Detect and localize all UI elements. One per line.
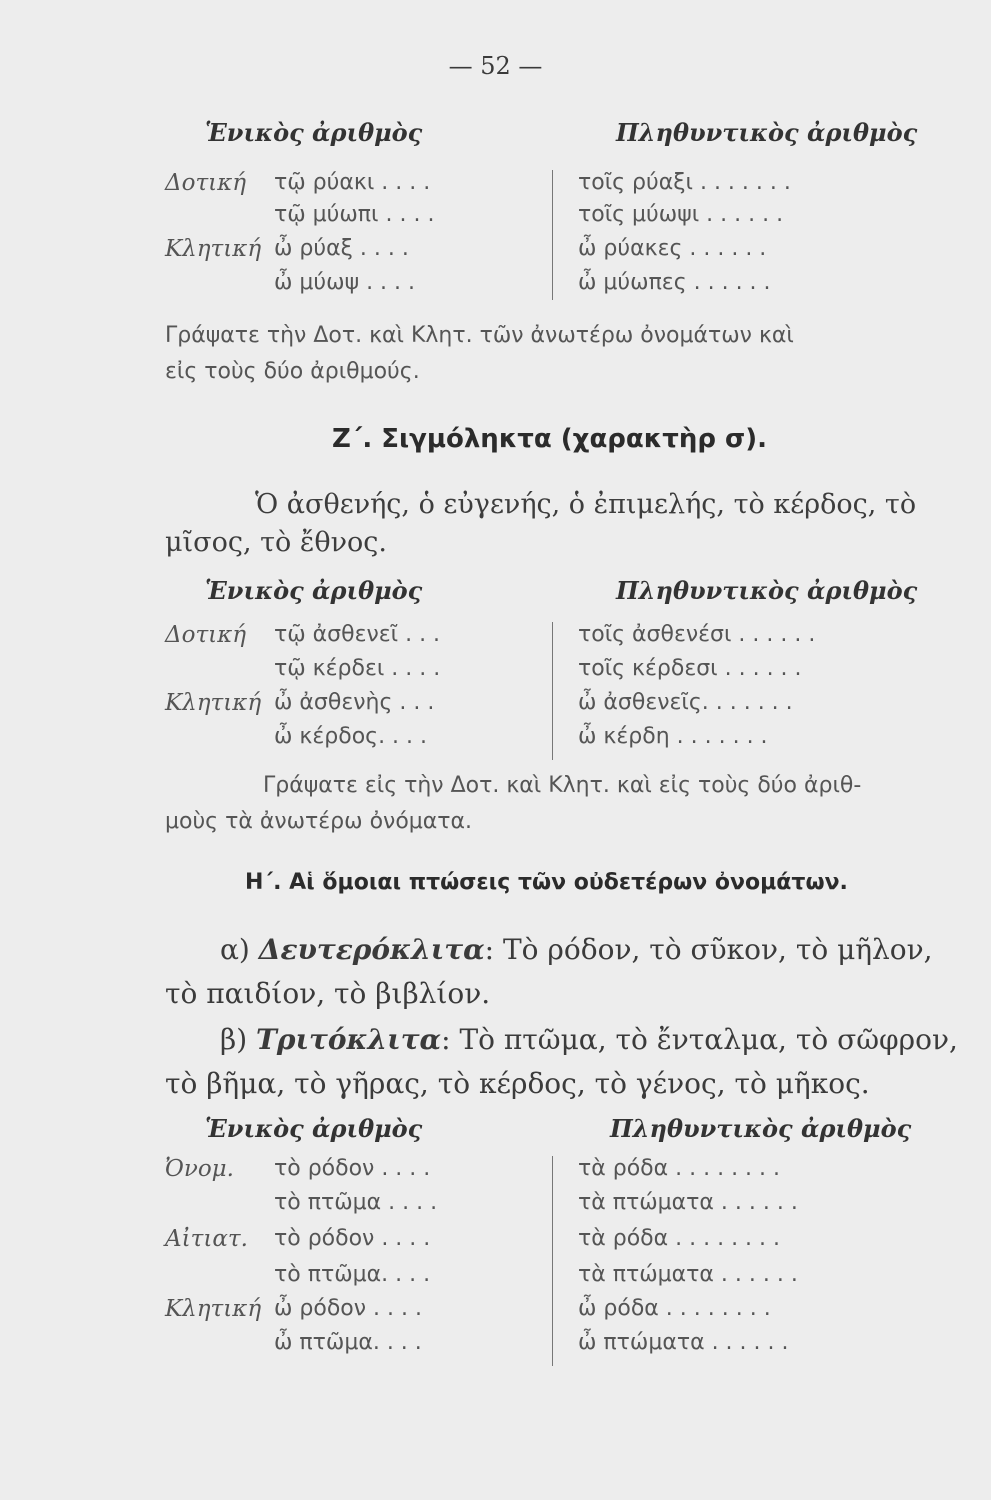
list-marker-b: β) bbox=[220, 1023, 248, 1056]
instruction-line: μοὺς τὰ ἀνωτέρω ὀνόματα. bbox=[165, 809, 473, 834]
plural-form: τοῖς ρύαξι . . . . . . . bbox=[578, 170, 791, 195]
column-divider bbox=[552, 1156, 553, 1366]
plural-header: Πληθυντικὸς ἀριθμὸς bbox=[610, 1114, 912, 1143]
singular-header: Ἑνικὸς ἀριθμὸς bbox=[205, 118, 423, 147]
column-divider bbox=[552, 170, 553, 300]
singular-header: Ἑνικὸς ἀριθμὸς bbox=[205, 576, 423, 605]
case-label: Κλητική bbox=[165, 1296, 262, 1322]
singular-form: ὦ κέρδος. . . . bbox=[274, 724, 428, 749]
case-label: Ὀνομ. bbox=[165, 1156, 234, 1182]
plural-form: ὦ κέρδη . . . . . . . bbox=[578, 724, 768, 749]
section-heading-h: Η΄. Αἱ ὅμοιαι πτώσεις τῶν οὐδετέρων ὀνομάτων. bbox=[245, 870, 848, 895]
examples-text: : Τὸ ρόδον, τὸ σῦκον, τὸ μῆλον, bbox=[484, 933, 933, 966]
singular-header: Ἑνικὸς ἀριθμὸς bbox=[205, 1114, 423, 1143]
plural-form: τὰ ρόδα . . . . . . . . bbox=[578, 1156, 781, 1181]
term-deuteroklita: Δευτερόκλιτα bbox=[258, 933, 485, 966]
singular-form: τῷ ρύακι . . . . bbox=[274, 170, 431, 195]
list-marker-a: α) bbox=[220, 933, 250, 966]
singular-form: ὦ ρόδον . . . . bbox=[274, 1296, 422, 1321]
singular-form: τὸ πτῶμα. . . . bbox=[274, 1262, 431, 1287]
plural-form: ὦ ρύακες . . . . . . bbox=[578, 236, 767, 261]
intro-paragraph bbox=[165, 486, 945, 562]
declension-b-line bbox=[165, 1018, 958, 1062]
singular-form: ὦ ρύαξ . . . . bbox=[274, 236, 409, 261]
plural-header: Πληθυντικὸς ἀριθμὸς bbox=[616, 118, 918, 147]
singular-form: τὸ πτῶμα . . . . bbox=[274, 1190, 438, 1215]
case-label: Δοτική bbox=[165, 622, 247, 648]
declension-b-paragraph bbox=[165, 1018, 958, 1106]
singular-form: τῷ κέρδει . . . . bbox=[274, 656, 441, 681]
examples-text: : Τὸ πτῶμα, τὸ ἔνταλμα, τὸ σῶφρον, bbox=[441, 1023, 958, 1056]
instruction-line: εἰς τοὺς δύο ἀριθμούς. bbox=[165, 359, 420, 384]
instruction-text bbox=[165, 768, 955, 840]
examples-text: τὸ παιδίον, τὸ βιβλίον. bbox=[165, 977, 491, 1010]
singular-form: τὸ ρόδον . . . . bbox=[274, 1226, 431, 1251]
singular-form: ὦ ἀσθενὴς . . . bbox=[274, 690, 435, 715]
plural-form: τὰ πτώματα . . . . . . bbox=[578, 1262, 798, 1287]
case-label: Κλητική bbox=[165, 236, 262, 262]
plural-form: τὰ πτώματα . . . . . . bbox=[578, 1190, 798, 1215]
instruction-text bbox=[165, 318, 955, 390]
plural-form: ὦ ρόδα . . . . . . . . bbox=[578, 1296, 771, 1321]
instruction-line: Γράψατε τὴν Δοτ. καὶ Κλητ. τῶν ἀνωτέρω ὀνομάτων καὶ bbox=[165, 323, 794, 348]
plural-form: ὦ μύωπες . . . . . . bbox=[578, 270, 771, 295]
column-divider bbox=[552, 622, 553, 760]
plural-form: τοῖς ἀσθενέσι . . . . . . bbox=[578, 622, 816, 647]
plural-header: Πληθυντικὸς ἀριθμὸς bbox=[616, 576, 918, 605]
declension-a-paragraph bbox=[165, 928, 950, 1016]
singular-form: ὦ πτῶμα. . . . bbox=[274, 1330, 422, 1355]
page-number: — 52 — bbox=[448, 52, 543, 80]
plural-form: τοῖς κέρδεσι . . . . . . bbox=[578, 656, 802, 681]
term-tritoklita: Τριτόκλιτα bbox=[256, 1023, 442, 1056]
plural-form: τὰ ρόδα . . . . . . . . bbox=[578, 1226, 781, 1251]
declension-a-line bbox=[165, 928, 950, 972]
section-heading-z: Ζ΄. Σιγμόληκτα (χαρακτὴρ σ). bbox=[332, 424, 768, 454]
singular-form: τῷ ἀσθενεῖ . . . bbox=[274, 622, 441, 647]
singular-form: ὦ μύωψ . . . . bbox=[274, 270, 416, 295]
case-label: Αἰτιατ. bbox=[165, 1226, 248, 1252]
examples-text: τὸ βῆμα, τὸ γῆρας, τὸ κέρδος, τὸ γένος, τὸ μῆκος. bbox=[165, 1067, 870, 1100]
intro-line: μῖσος, τὸ ἔθνος. bbox=[165, 527, 387, 558]
instruction-line: Γράψατε εἰς τὴν Δοτ. καὶ Κλητ. καὶ εἰς τοὺς δύο ἀριθ- bbox=[263, 773, 862, 798]
plural-form: ὦ πτώματα . . . . . . bbox=[578, 1330, 789, 1355]
case-label: Κλητική bbox=[165, 690, 262, 716]
plural-form: ὦ ἀσθενεῖς. . . . . . . bbox=[578, 690, 793, 715]
singular-form: τῷ μύωπι . . . . bbox=[274, 202, 435, 227]
case-label: Δοτική bbox=[165, 170, 247, 196]
plural-form: τοῖς μύωψι . . . . . . bbox=[578, 202, 784, 227]
singular-form: τὸ ρόδον . . . . bbox=[274, 1156, 431, 1181]
intro-line: Ὁ ἀσθενής, ὁ εὐγενής, ὁ ἐπιμελής, τὸ κέρδος, τὸ bbox=[255, 489, 917, 520]
